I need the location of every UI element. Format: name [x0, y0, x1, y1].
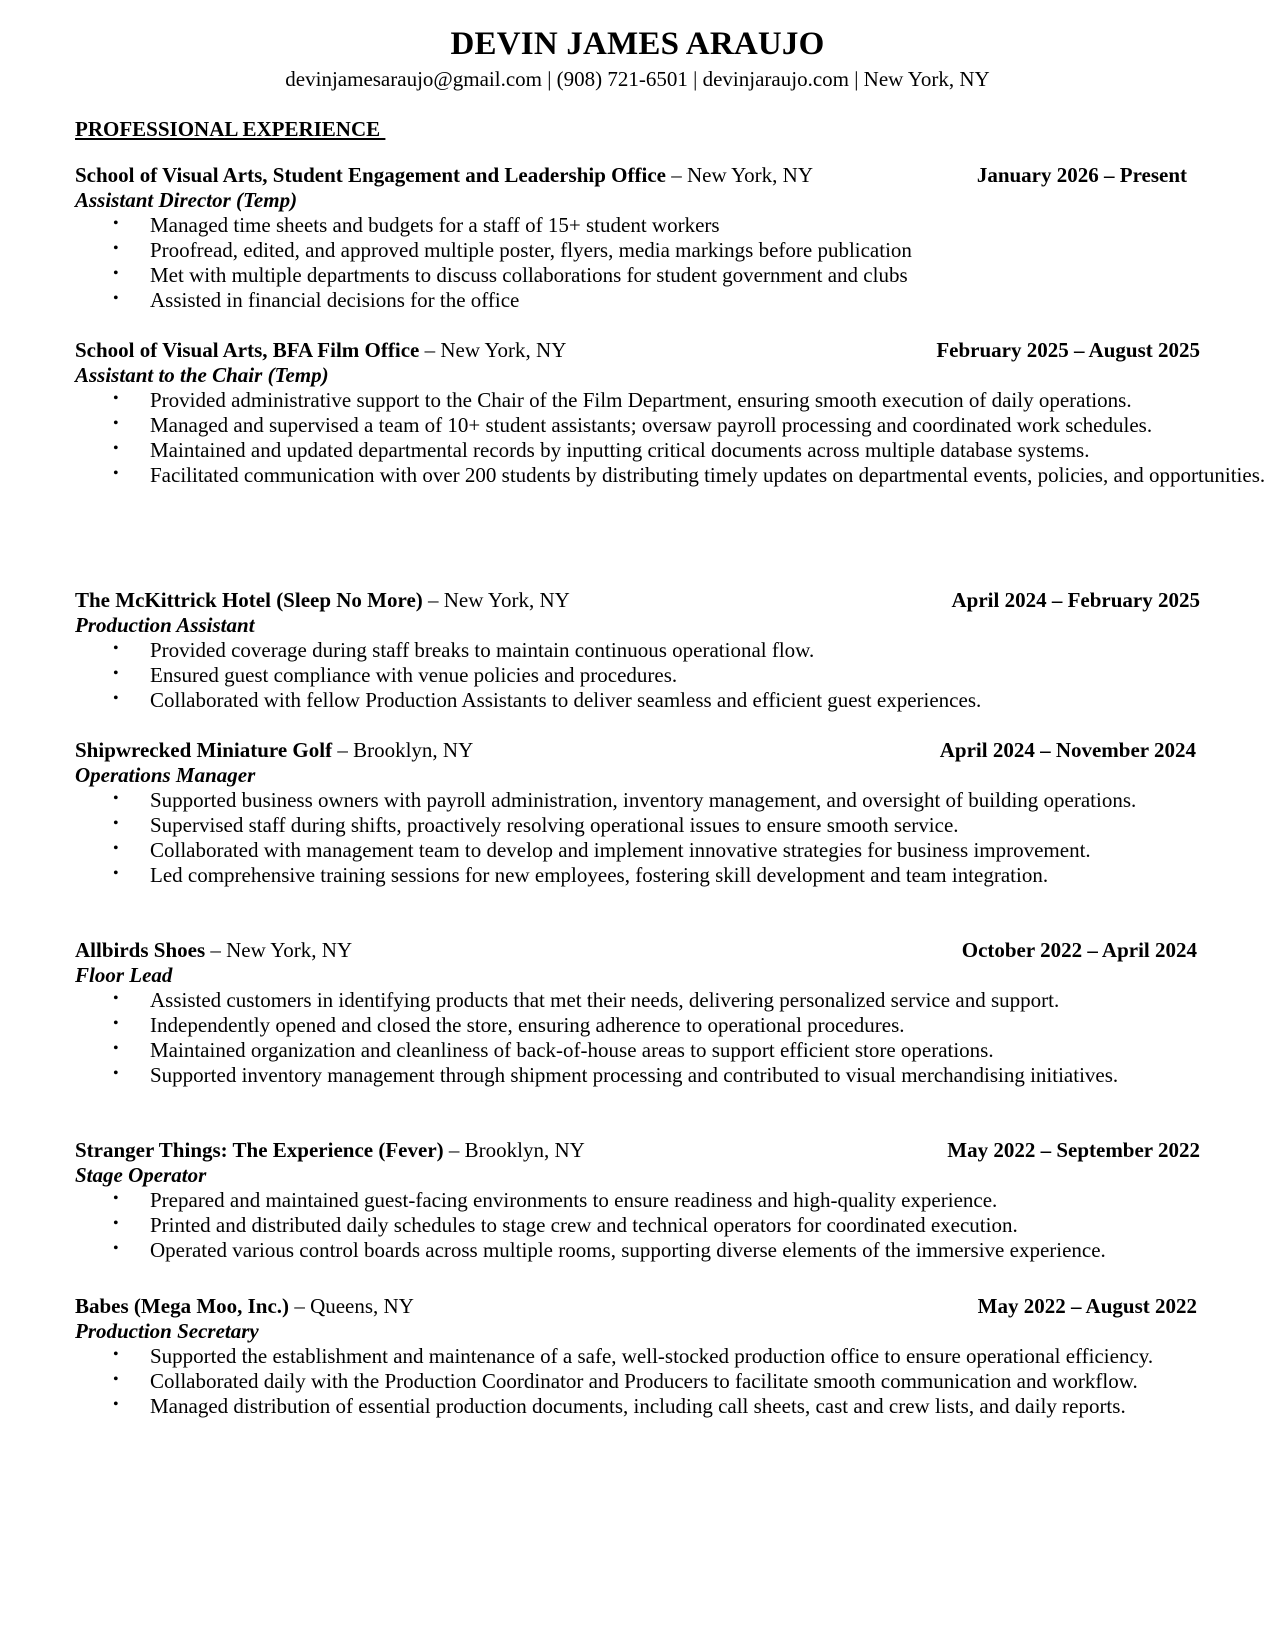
job-entry — [75, 1294, 1200, 1419]
bullet-dot: • — [113, 640, 119, 657]
bullet-dot: • — [113, 1396, 119, 1413]
bullet-dot: • — [113, 1190, 119, 1207]
bullet-dot: • — [113, 240, 119, 257]
job-header — [75, 1294, 1200, 1319]
job-company: Allbirds Shoes — [75, 938, 206, 962]
job-title: Production Secretary — [75, 1319, 259, 1343]
job-header — [75, 338, 1200, 363]
job-company: The McKittrick Hotel (Sleep No More) — [75, 588, 423, 612]
job-title: Operations Manager — [75, 763, 256, 787]
bullet-item — [75, 1013, 1270, 1038]
job-bullets — [75, 1188, 1200, 1263]
bullet-text: Operated various control boards across multiple rooms, supporting diverse elements of the immersive experience. — [150, 1238, 1106, 1262]
job-dates: January 2026 – Present — [976, 163, 1187, 187]
bullet-item — [75, 388, 1270, 413]
job-company: School of Visual Arts, BFA Film Office — [75, 338, 420, 362]
job-dates: February 2025 – August 2025 — [936, 338, 1200, 362]
job-dates: May 2022 – August 2022 — [977, 1294, 1197, 1318]
bullet-item — [75, 1394, 1270, 1419]
bullet-item — [75, 1369, 1270, 1394]
bullet-dot: • — [113, 415, 119, 432]
bullet-dot: • — [113, 815, 119, 832]
job-entry — [75, 338, 1266, 488]
bullet-text: Printed and distributed daily schedules to stage crew and technical operators for coordinated execution. — [150, 1213, 1018, 1237]
bullet-text: Supported business owners with payroll administration, inventory management, and oversight of building operations. — [150, 788, 1137, 812]
bullet-text: Maintained and updated departmental records by inputting critical documents across multiple database systems. — [150, 438, 1090, 462]
bullet-dot: • — [113, 865, 119, 882]
bullet-item — [75, 663, 1270, 688]
job-header — [75, 588, 1200, 613]
job-company: Shipwrecked Miniature Golf — [75, 738, 333, 762]
job-entry — [75, 1138, 1200, 1263]
job-bullets — [75, 213, 1200, 313]
job-company: School of Visual Arts, Student Engagement and Leadership Office — [75, 163, 666, 187]
bullet-text: Supported the establishment and maintenance of a safe, well-stocked production office to ensure operational efficiency. — [150, 1344, 1154, 1368]
bullet-dot: • — [113, 990, 119, 1007]
bullet-dot: • — [113, 790, 119, 807]
bullet-dot: • — [113, 1040, 119, 1057]
job-entry — [75, 588, 1200, 713]
job-location: – New York, NY — [422, 588, 570, 612]
bullet-text: Assisted customers in identifying products that met their needs, delivering personalized service and support. — [150, 988, 1060, 1012]
job-header — [75, 738, 1200, 763]
bullet-text: Provided coverage during staff breaks to maintain continuous operational flow. — [150, 638, 815, 662]
bullet-text: Collaborated daily with the Production Coordinator and Producers to facilitate smooth communication and workflow. — [150, 1369, 1138, 1393]
bullet-item — [75, 1038, 1270, 1063]
bullet-item — [75, 1344, 1270, 1369]
bullet-item — [75, 863, 1270, 888]
bullet-dot: • — [113, 465, 119, 482]
job-header — [75, 938, 1200, 963]
job-dates: April 2024 – November 2024 — [939, 738, 1196, 762]
job-location: – New York, NY — [665, 163, 813, 187]
bullet-dot: • — [113, 1065, 119, 1082]
bullet-dot: • — [113, 1015, 119, 1032]
resume-name: DEVIN JAMES ARAUJO — [450, 26, 825, 62]
bullet-item — [75, 988, 1270, 1013]
bullet-item — [75, 1188, 1270, 1213]
bullet-item — [75, 238, 1270, 263]
bullet-item — [75, 1063, 1270, 1088]
job-header — [75, 163, 1200, 188]
bullet-item — [75, 463, 1270, 488]
job-title: Production Assistant — [75, 613, 255, 637]
bullet-item — [75, 288, 1270, 313]
job-title: Floor Lead — [75, 963, 173, 987]
bullet-text: Supervised staff during shifts, proactively resolving operational issues to ensure smooth service. — [150, 813, 959, 837]
job-header — [75, 1138, 1200, 1163]
bullet-text: Maintained organization and cleanliness of back-of-house areas to support efficient store operations. — [150, 1038, 994, 1062]
bullet-text: Collaborated with fellow Production Assistants to deliver seamless and efficient guest experiences. — [150, 688, 982, 712]
job-entry — [75, 163, 1200, 313]
bullet-item — [75, 1238, 1270, 1263]
bullet-text: Ensured guest compliance with venue policies and procedures. — [150, 663, 678, 687]
bullet-dot: • — [113, 390, 119, 407]
bullet-text: Managed time sheets and budgets for a staff of 15+ student workers — [150, 213, 720, 237]
bullet-item — [75, 688, 1270, 713]
bullet-dot: • — [113, 290, 119, 307]
job-bullets — [75, 988, 1200, 1088]
bullet-item — [75, 813, 1270, 838]
bullet-item — [75, 788, 1270, 813]
job-location: – Brooklyn, NY — [443, 1138, 585, 1162]
bullet-dot: • — [113, 265, 119, 282]
bullet-text: Provided administrative support to the Chair of the Film Department, ensuring smooth execution of daily operations. — [150, 388, 1132, 412]
job-company: Babes (Mega Moo, Inc.) — [75, 1294, 290, 1318]
bullet-text: Led comprehensive training sessions for new employees, fostering skill development and team integration. — [150, 863, 1049, 887]
job-location: – New York, NY — [205, 938, 353, 962]
job-location: – Brooklyn, NY — [332, 738, 474, 762]
bullet-dot: • — [113, 690, 119, 707]
job-bullets — [75, 638, 1200, 713]
bullet-item — [75, 1213, 1270, 1238]
bullet-text: Supported inventory management through shipment processing and contributed to visual merchandising initiatives. — [150, 1063, 1119, 1087]
bullet-item — [75, 213, 1270, 238]
bullet-text: Proofread, edited, and approved multiple poster, flyers, media markings before publication — [150, 238, 912, 262]
job-title: Assistant to the Chair (Temp) — [75, 363, 329, 387]
job-entry — [75, 938, 1200, 1088]
bullet-dot: • — [113, 840, 119, 857]
bullet-text: Facilitated communication with over 200 students by distributing timely updates on departmental events, policies, and opportunities. — [150, 463, 1266, 487]
bullet-text: Managed distribution of essential production documents, including call sheets, cast and crew lists, and daily reports. — [150, 1394, 1126, 1418]
section-heading: PROFESSIONAL EXPERIENCE — [75, 117, 386, 141]
bullet-text: Independently opened and closed the store, ensuring adherence to operational procedures. — [150, 1013, 905, 1037]
bullet-item — [75, 838, 1270, 863]
bullet-item — [75, 638, 1270, 663]
job-dates: May 2022 – September 2022 — [947, 1138, 1200, 1162]
bullet-dot: • — [113, 440, 119, 457]
job-entry — [75, 738, 1200, 888]
bullet-text: Prepared and maintained guest-facing environments to ensure readiness and high-quality experience. — [150, 1188, 998, 1212]
bullet-text: Collaborated with management team to develop and implement innovative strategies for business improvement. — [150, 838, 1091, 862]
job-bullets — [75, 1344, 1200, 1419]
bullet-text: Managed and supervised a team of 10+ student assistants; oversaw payroll processing and coordinated work schedules. — [150, 413, 1153, 437]
job-bullets — [75, 788, 1200, 888]
bullet-dot: • — [113, 215, 119, 232]
job-location: – New York, NY — [419, 338, 567, 362]
job-location: – Queens, NY — [289, 1294, 414, 1318]
bullet-item — [75, 438, 1270, 463]
contact-line: devinjamesaraujo@gmail.com | (908) 721-6501 | devinjaraujo.com | New York, NY — [285, 67, 990, 91]
bullet-item — [75, 263, 1270, 288]
bullet-text: Assisted in financial decisions for the office — [150, 288, 520, 312]
job-bullets — [75, 388, 1266, 488]
job-dates: April 2024 – February 2025 — [951, 588, 1200, 612]
bullet-item — [75, 413, 1270, 438]
bullet-text: Met with multiple departments to discuss collaborations for student government and clubs — [150, 263, 908, 287]
job-title: Stage Operator — [75, 1163, 207, 1187]
bullet-dot: • — [113, 665, 119, 682]
job-title: Assistant Director (Temp) — [75, 188, 298, 212]
job-company: Stranger Things: The Experience (Fever) — [75, 1138, 444, 1162]
bullet-dot: • — [113, 1346, 119, 1363]
bullet-dot: • — [113, 1215, 119, 1232]
job-dates: October 2022 – April 2024 — [961, 938, 1197, 962]
bullet-dot: • — [113, 1240, 119, 1257]
bullet-dot: • — [113, 1371, 119, 1388]
